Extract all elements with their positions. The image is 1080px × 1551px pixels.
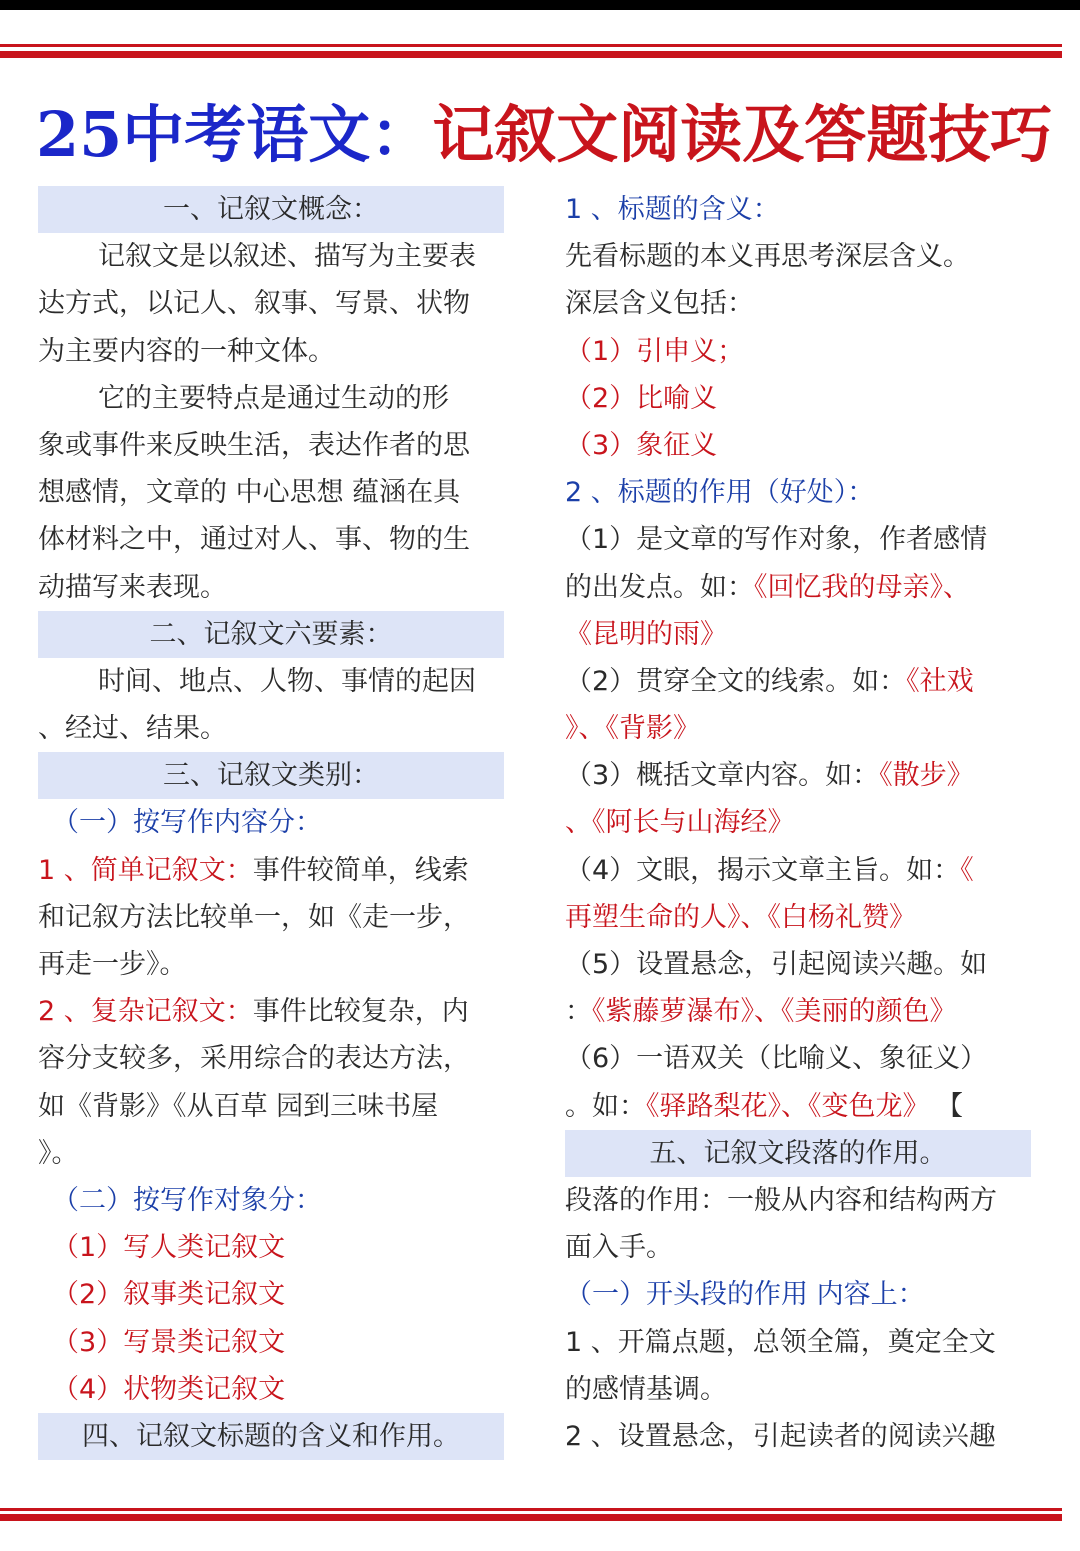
top-rule-thin	[0, 44, 1062, 47]
paragraph-line: 1 、开篇点题，总领全篇，奠定全文	[565, 1326, 996, 1358]
section-heading-4: 四、记叙文标题的含义和作用。	[38, 1413, 504, 1460]
paragraph-line: 想感情，文章的 中心思想 蕴涵在具	[38, 477, 461, 509]
example-title: 《	[960, 854, 974, 886]
example-title: 《回忆我的母亲》、	[754, 571, 970, 603]
section-heading-5: 五、记叙文段落的作用。	[565, 1130, 1031, 1177]
paragraph-line: （5）设置悬念，引起阅读兴趣。如	[565, 949, 988, 980]
line-text: （4）文眼，揭示文章主旨。如：	[565, 854, 961, 886]
item-label: 2 、复杂记叙文：	[38, 996, 253, 1028]
top-edge-bar	[0, 0, 1080, 10]
section-heading-3: 三、记叙文类别：	[38, 752, 504, 799]
example-title: 《驿路梨花》、《变色龙》	[646, 1090, 930, 1122]
paragraph-line	[565, 752, 1031, 799]
paragraph-line: 象或事件来反映生活，表达作者的思	[38, 429, 470, 461]
paragraph-line: 时间、地点、人物、事情的起因	[98, 665, 476, 697]
line-text: （2）贯穿全文的线索。如：	[565, 665, 907, 697]
subheading: 2 、标题的作用（好处）：	[565, 477, 875, 509]
paragraph-line: 再走一步》。	[38, 949, 187, 980]
line-text: 。如：	[565, 1090, 646, 1122]
line-text: 的出发点。如：	[565, 571, 754, 603]
paragraph-line: 面入手。	[565, 1232, 673, 1264]
left-column	[38, 186, 504, 1460]
subheading: 1 、标题的含义：	[565, 194, 780, 225]
title-part-2: 记叙文阅读及答题技巧	[432, 98, 1053, 171]
list-item: （1）写人类记叙文	[52, 1232, 286, 1264]
paragraph-line: 深层含义包括：	[565, 288, 754, 320]
example-title: 《紫藤萝瀑布》、《美丽的颜色》	[592, 996, 957, 1028]
paragraph-line: 容分支较多，采用综合的表达方法，	[38, 1043, 470, 1075]
paragraph-line	[565, 1083, 1031, 1130]
list-item: （2）叙事类记叙文	[52, 1279, 286, 1311]
example-title: 》、《背影》	[565, 713, 700, 745]
bottom-rule-thick	[0, 1514, 1062, 1521]
list-item: （1）引申义；	[565, 335, 745, 367]
paragraph-line: 体材料之中，通过对人、事、物的生	[38, 524, 470, 556]
paragraph-line: （1）是文章的写作对象，作者感情	[565, 524, 988, 556]
line-text: ：	[565, 996, 592, 1028]
section-heading-2: 二、记叙文六要素：	[38, 611, 504, 658]
list-item	[38, 988, 504, 1035]
paragraph-line: （6）一语双关（比喻义、象征义）	[565, 1043, 988, 1075]
example-title: 《社戏	[906, 665, 974, 697]
paragraph-line: 先看标题的本义再思考深层含义。	[565, 241, 970, 273]
paragraph-line: 2 、设置悬念，引起读者的阅读兴趣	[565, 1420, 996, 1452]
list-item: （3）写景类记叙文	[52, 1326, 286, 1358]
paragraph-line: 段落的作用：一般从内容和结构两方	[565, 1184, 997, 1216]
paragraph-line	[565, 847, 1031, 894]
list-item: （2）比喻义	[565, 382, 718, 414]
subheading: （二）按写作对象分：	[52, 1184, 322, 1216]
paragraph-line	[565, 564, 1031, 611]
paragraph-line: 它的主要特点是通过生动的形	[98, 382, 449, 414]
title-part-1: 25中考语文：	[36, 98, 433, 171]
paragraph-line: 记叙文是以叙述、描写为主要表	[98, 241, 476, 273]
example-title: 《散步》	[879, 760, 974, 792]
right-column	[565, 186, 1031, 1460]
paragraph-line: 的感情基调。	[565, 1373, 727, 1405]
paragraph-line	[565, 988, 1031, 1035]
section-heading-1: 一、记叙文概念：	[38, 186, 504, 233]
line-tail: 【	[949, 1090, 963, 1122]
item-label: 1 、简单记叙文：	[38, 854, 253, 886]
paragraph-line: 和记叙方法比较单一，如《走一步，	[38, 901, 470, 933]
bottom-rule-thin	[0, 1508, 1062, 1511]
paragraph-line: 如《背影》《从百草 园到三味书屋	[38, 1090, 439, 1122]
example-title: 、《阿长与山海经》	[565, 807, 795, 839]
example-title: 再塑生命的人》、《白杨礼赞》	[565, 901, 916, 933]
line-text: （3）概括文章内容。如：	[565, 760, 880, 792]
paragraph-line	[565, 658, 1031, 705]
list-item: （3）象征义	[565, 429, 718, 461]
paragraph-line: 、经过、结果。	[38, 713, 227, 745]
item-text: 事件较简单，线索	[252, 854, 469, 886]
subheading: （一）按写作内容分：	[52, 807, 322, 839]
paragraph-line: 动描写来表现。	[38, 571, 227, 603]
subheading: （一）开头段的作用 内容上：	[565, 1279, 925, 1311]
list-item: （4）状物类记叙文	[52, 1373, 286, 1405]
paragraph-line: 为主要内容的一种文体。	[38, 335, 335, 367]
page-title	[36, 98, 1053, 172]
item-text: 事件比较复杂，内	[252, 996, 469, 1028]
top-rule-thick	[0, 51, 1062, 58]
paragraph-line: 》。	[38, 1137, 79, 1169]
paragraph-line: 达方式，以记人、叙事、写景、状物	[38, 288, 470, 320]
example-title: 《昆明的雨》	[565, 618, 727, 650]
list-item	[38, 847, 504, 894]
